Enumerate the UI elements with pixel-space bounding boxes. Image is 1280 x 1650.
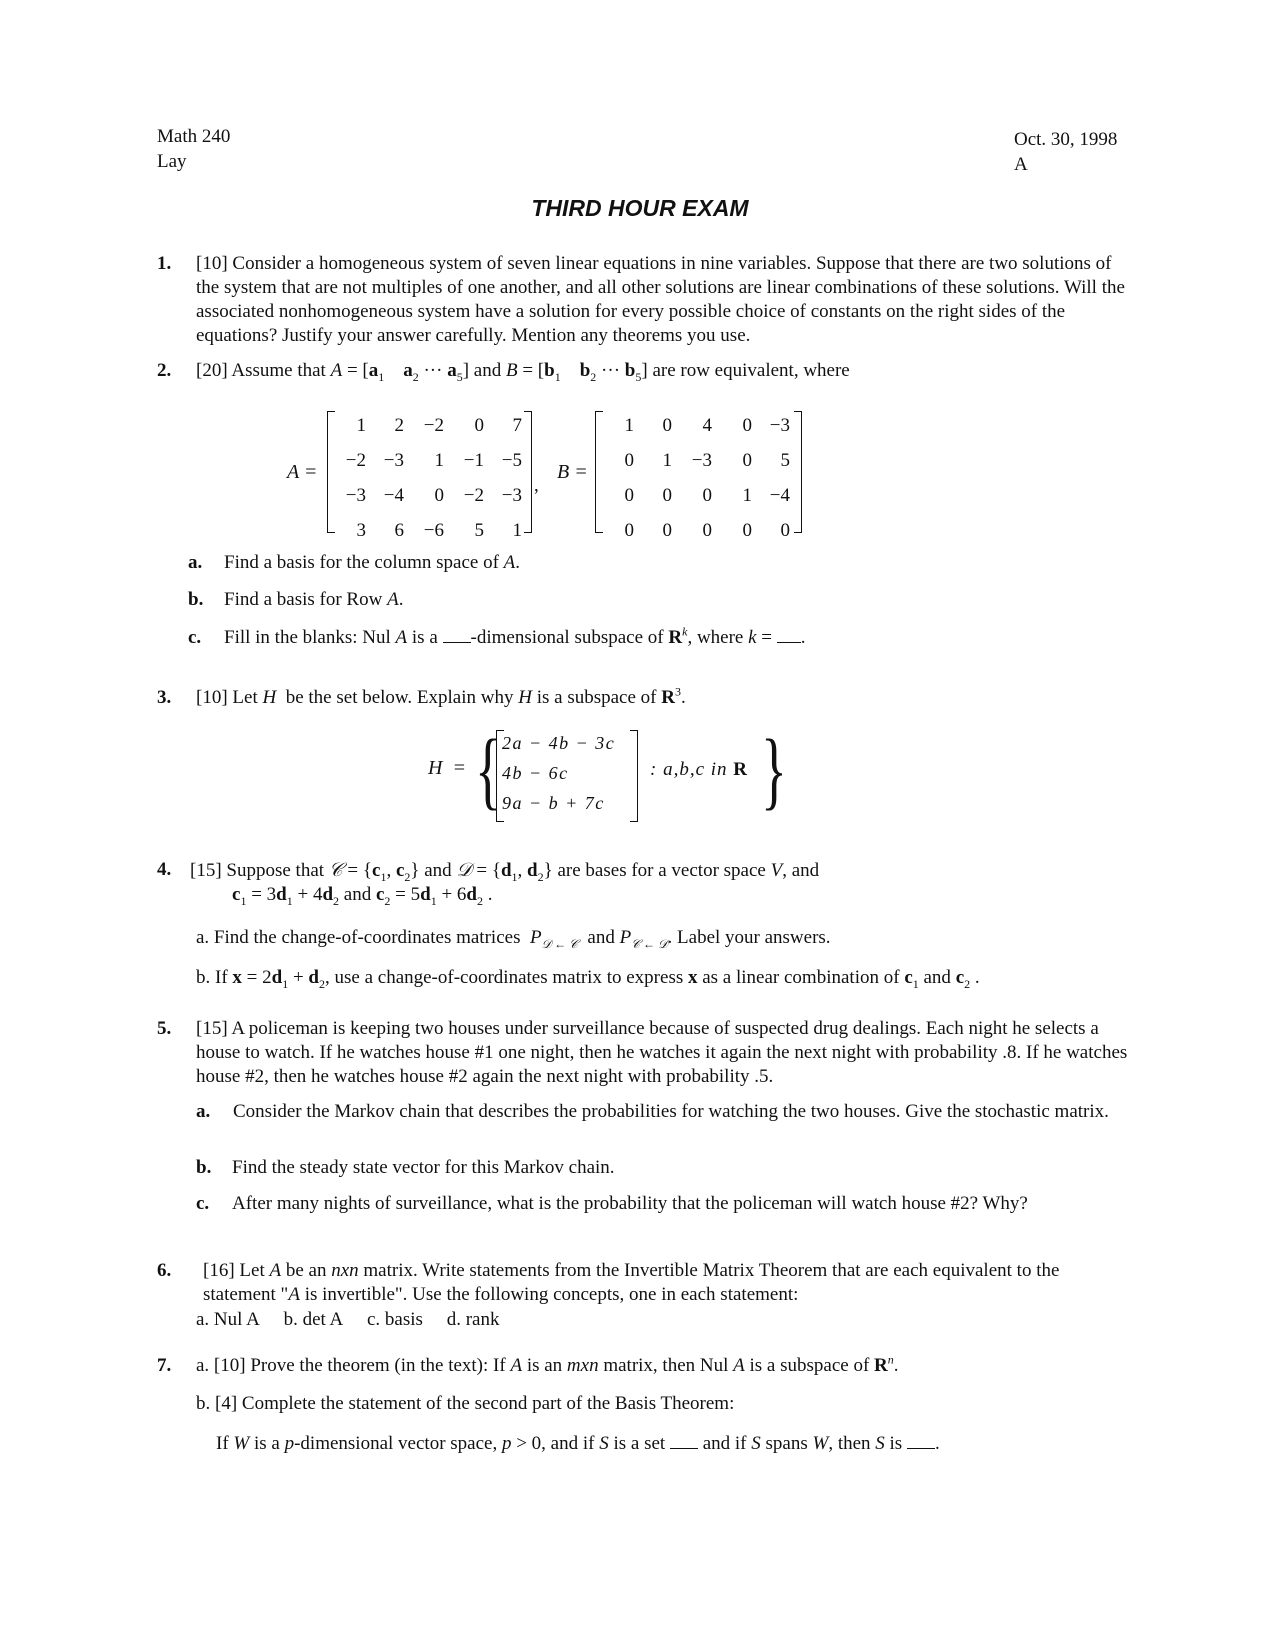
q4b: b. If $x = 2d_1 + d_2$, use a change-of-coordinates matrix to express x as a linear combination of $c_1$ and $c_2$ . <box>196 967 980 991</box>
matrix-cell: 3 <box>356 519 366 541</box>
matrix-cell: −2 <box>463 484 484 506</box>
q6-concepts <box>196 1308 499 1332</box>
q1-text: [10] Consider a homogeneous system of seven linear equations in nine variables. Suppose that there are two solutions of the system that are not multiples of one another, and all other solutions are linear combinations of these solutions. Will the associated nonhomogeneous system have a solution for every possible choice of constants on the right sides of the equations? Justify your answer carefully. Mention any theorems you use. <box>196 253 1125 346</box>
q4-relation: $c_1 = 3d_1 + 4d_2$ and $c_2 = 5d_1 + 6d_2$ . <box>232 884 493 908</box>
matrix-cell: 5 <box>474 519 484 541</box>
matrix-cell: 0 <box>624 519 634 541</box>
matrix-cell: 1 <box>624 414 634 436</box>
set-row: 9a − b + 7c <box>502 793 605 813</box>
q2a: a. Find a basis for the column space of A. <box>188 552 521 573</box>
matrix-a-right-bracket <box>524 411 532 533</box>
set-h-right-bracket <box>630 730 638 822</box>
q6-concept-item: b. det A <box>283 1309 344 1330</box>
matrix-a <box>330 408 522 548</box>
q5c: c. After many nights of surveillance, what is the probability that the policeman will watch house #2? Why? <box>196 1193 1028 1214</box>
q5b: b. Find the steady state vector for this Markov chain. <box>196 1157 615 1178</box>
q7c: If W is a p-dimensional vector space, p > 0, and if S is a set and if S spans W, then S is . <box>216 1430 940 1456</box>
matrix-cell: 0 <box>742 449 752 471</box>
q6-number: 6. <box>157 1260 172 1281</box>
matrix-cell: 0 <box>702 484 712 506</box>
matrix-cell: −5 <box>501 449 522 471</box>
matrix-cell: −2 <box>345 449 366 471</box>
matrix-b-label: B = <box>557 461 588 483</box>
matrix-cell: 0 <box>474 414 484 436</box>
q4-number: 4. <box>157 859 172 880</box>
matrix-cell: 1 <box>662 449 672 471</box>
set-h-label: H = <box>428 757 466 779</box>
course-name: Math 240 <box>157 126 231 147</box>
matrix-cell: 6 <box>394 519 404 541</box>
matrix-cell: −4 <box>769 484 790 506</box>
q3-text: [10] Let H be the set below. Explain why H is a subspace of $R^3$. <box>196 684 686 708</box>
matrix-cell: 0 <box>702 519 712 541</box>
q7b: b. [4] Complete the statement of the second part of the Basis Theorem: <box>196 1393 735 1414</box>
set-h-right-brace: } <box>761 722 787 818</box>
matrix-cell: −4 <box>383 484 404 506</box>
set-h-vector <box>502 728 615 818</box>
matrix-a-label: A = <box>287 461 318 483</box>
q5-number: 5. <box>157 1018 172 1039</box>
matrix-cell: −3 <box>769 414 790 436</box>
matrix-cell: 0 <box>742 519 752 541</box>
q7a: a. [10] Prove the theorem (in the text): If A is an mxn matrix, then Nul A is a subspace of $R^n$. <box>196 1352 899 1376</box>
page-title: THIRD HOUR EXAM <box>531 195 749 221</box>
q2c: c. Fill in the blanks: Nul A is a -dimensional subspace of $R^k$, where k = . <box>188 624 806 648</box>
q6-text: [16] Let A be an nxn matrix. Write statements from the Invertible Matrix Theorem that are each equivalent to the statement "A is invertible". Use the following concepts, one in each statement: <box>203 1260 1060 1305</box>
q6-concept-item: a. Nul A <box>196 1309 260 1330</box>
exam-version: A <box>1014 154 1028 175</box>
q2-number: 2. <box>157 360 172 381</box>
q3-number: 3. <box>157 687 172 708</box>
matrix-cell: 1 <box>434 449 444 471</box>
matrix-cell: 1 <box>512 519 522 541</box>
q7-number: 7. <box>157 1355 172 1376</box>
matrix-cell: 0 <box>662 414 672 436</box>
instructor-name: Lay <box>157 151 187 172</box>
matrix-cell: 1 <box>742 484 752 506</box>
matrix-b <box>598 408 790 548</box>
q4-stem: [15] Suppose that 𝒞 = {$c_1$, $c_2$} and 𝒟 = {$d_1$, $d_2$} are bases for a vector space V, and <box>190 859 820 884</box>
matrix-cell: 0 <box>662 484 672 506</box>
q6-concept-item: d. rank <box>446 1309 500 1330</box>
q5a: a. Consider the Markov chain that describes the probabilities for watching the two houses. Give the stochastic matrix. <box>196 1101 1109 1122</box>
blank <box>443 624 471 643</box>
q6-concept-item: c. basis <box>367 1309 423 1330</box>
q5-text: [15] A policeman is keeping two houses under surveillance because of suspected drug dealings. Each night he selects a house to watch. If he watches house #1 one night, then he watches it again the next night with probability .8. If he watches house #2, then he watches house #2 again the next night with probability .5. <box>196 1018 1128 1087</box>
matrix-cell: 1 <box>356 414 366 436</box>
matrix-cell: −3 <box>345 484 366 506</box>
matrix-cell: −6 <box>423 519 444 541</box>
matrix-cell: −3 <box>383 449 404 471</box>
matrix-cell: 0 <box>624 449 634 471</box>
q4a: a. Find the change-of-coordinates matrices $P_{𝒟 \leftarrow 𝒞}$ and $P_{𝒞 \leftarrow 𝒟}$. Label your answers. <box>196 927 831 951</box>
matrix-cell: 2 <box>394 414 404 436</box>
matrix-cell: 4 <box>702 414 712 436</box>
matrix-cell: −3 <box>691 449 712 471</box>
matrix-comma: , <box>534 475 539 496</box>
matrix-cell: 0 <box>624 484 634 506</box>
matrix-b-right-bracket <box>794 411 802 533</box>
blank <box>777 624 801 643</box>
matrix-cell: 7 <box>512 414 522 436</box>
set-row: 2a − 4b − 3c <box>502 733 616 753</box>
exam-date: Oct. 30, 1998 <box>1014 129 1118 150</box>
matrix-cell: 5 <box>780 449 790 471</box>
q1-number: 1. <box>157 253 172 274</box>
blank <box>670 1430 698 1449</box>
matrix-cell: 0 <box>662 519 672 541</box>
set-h-left-brace: { <box>475 722 501 818</box>
matrix-cell: −1 <box>463 449 484 471</box>
matrix-cell: 0 <box>434 484 444 506</box>
matrix-cell: 0 <box>780 519 790 541</box>
q2b: b. Find a basis for Row A. <box>188 589 404 610</box>
set-row: 4b − 6c <box>502 763 569 783</box>
set-h-condition: : a,b,c in R <box>650 759 749 780</box>
matrix-cell: −2 <box>423 414 444 436</box>
blank <box>907 1430 935 1449</box>
matrix-cell: 0 <box>742 414 752 436</box>
q2-stem: [20] Assume that $A = [a_1$ $a_2$ ··· $a_5$] and $B = [b_1$ $b_2$ ··· $b_5$] are row equivalent, where <box>196 360 850 384</box>
matrix-cell: −3 <box>501 484 522 506</box>
